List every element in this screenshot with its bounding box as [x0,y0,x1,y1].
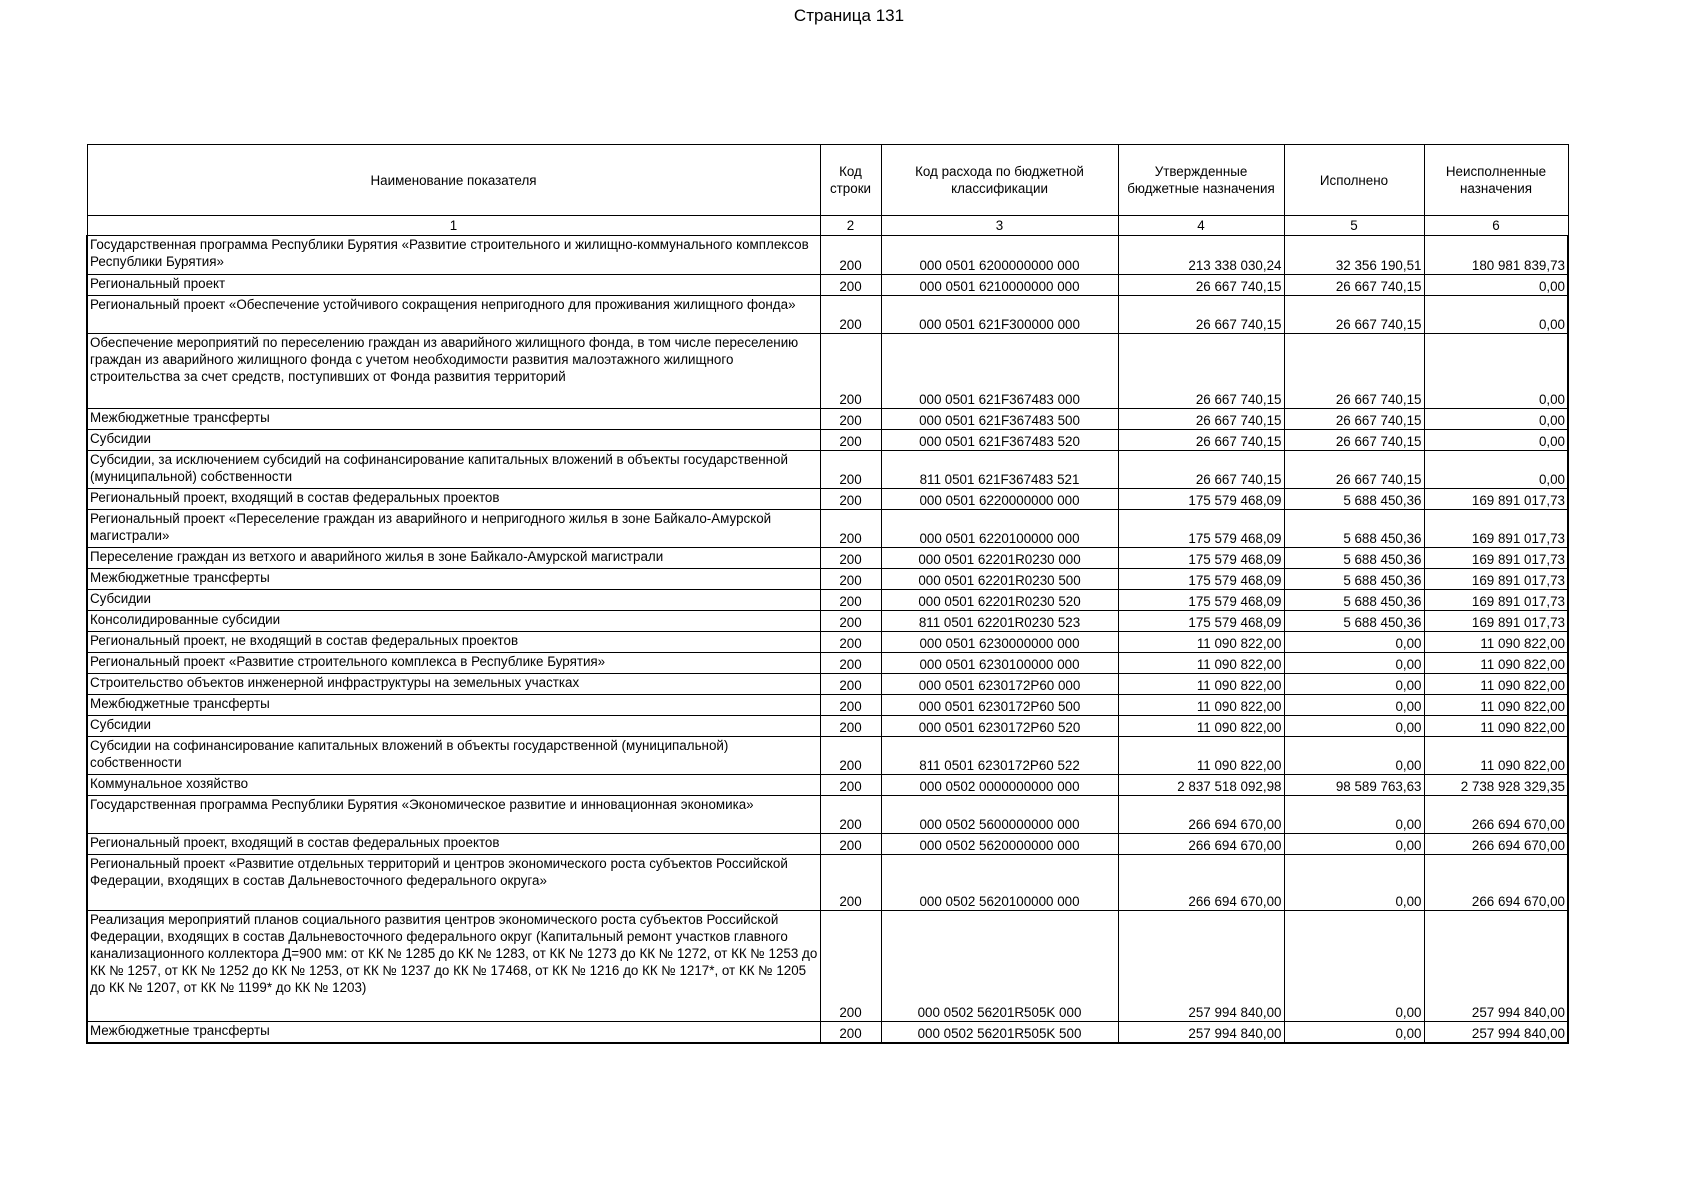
row-classification: 000 0502 56201R505K 000 [881,911,1118,1022]
row-executed: 26 667 740,15 [1284,430,1424,451]
row-code: 200 [820,334,881,409]
row-approved: 175 579 468,09 [1118,548,1284,569]
row-classification: 000 0501 6230100000 000 [881,653,1118,674]
table-row [87,674,1568,695]
row-name: Субсидии [87,716,820,737]
row-name: Региональный проект [87,275,820,296]
row-executed: 26 667 740,15 [1284,451,1424,489]
row-code: 200 [820,569,881,590]
row-classification: 000 0501 62201R0230 500 [881,569,1118,590]
row-code: 200 [820,737,881,775]
row-name: Государственная программа Республики Бурятия «Экономическое развитие и инновационная экономика» [87,796,820,834]
budget-report-table [86,144,1569,1044]
row-classification: 000 0501 6220000000 000 [881,489,1118,510]
row-name: Субсидии, за исключением субсидий на софинансирование капитальных вложений в объекты государственной (муниципальной) собственности [87,451,820,489]
row-executed: 5 688 450,36 [1284,510,1424,548]
table-row [87,1022,1568,1044]
row-executed: 26 667 740,15 [1284,409,1424,430]
row-executed: 0,00 [1284,855,1424,911]
row-executed: 26 667 740,15 [1284,296,1424,334]
row-executed: 32 356 190,51 [1284,236,1424,275]
row-executed: 0,00 [1284,632,1424,653]
row-name: Региональный проект «Переселение граждан из аварийного и непригодного жилья в зоне Байкало-Амурской магистрали» [87,510,820,548]
row-code: 200 [820,834,881,855]
row-approved: 266 694 670,00 [1118,834,1284,855]
header-approved: Утвержденные бюджетные назначения [1118,145,1284,216]
row-classification: 000 0501 621F367483 000 [881,334,1118,409]
row-executed: 26 667 740,15 [1284,275,1424,296]
column-number: 4 [1118,216,1284,236]
row-classification: 000 0501 621F367483 520 [881,430,1118,451]
row-name: Региональный проект, не входящий в состав федеральных проектов [87,632,820,653]
header-unexecuted: Неисполненные назначения [1424,145,1568,216]
row-name: Государственная программа Республики Бурятия «Развитие строительного и жилищно-коммунального комплексов Республики Бурятия» [87,236,820,275]
row-code: 200 [820,796,881,834]
row-unexecuted: 11 090 822,00 [1424,632,1568,653]
row-unexecuted: 266 694 670,00 [1424,855,1568,911]
row-classification: 000 0501 6210000000 000 [881,275,1118,296]
row-classification: 000 0501 6230172P60 520 [881,716,1118,737]
table-row [87,716,1568,737]
row-classification: 000 0501 6230172P60 000 [881,674,1118,695]
table-row [87,569,1568,590]
row-unexecuted: 0,00 [1424,451,1568,489]
row-classification: 811 0501 62201R0230 523 [881,611,1118,632]
table-row [87,796,1568,834]
row-executed: 5 688 450,36 [1284,611,1424,632]
row-approved: 26 667 740,15 [1118,430,1284,451]
table-row [87,236,1568,275]
row-name: Строительство объектов инженерной инфраструктуры на земельных участках [87,674,820,695]
row-unexecuted: 169 891 017,73 [1424,569,1568,590]
row-approved: 175 579 468,09 [1118,611,1284,632]
row-name: Субсидии на софинансирование капитальных вложений в объекты государственной (муниципальной) собственности [87,737,820,775]
row-executed: 26 667 740,15 [1284,334,1424,409]
row-unexecuted: 11 090 822,00 [1424,716,1568,737]
row-approved: 257 994 840,00 [1118,1022,1284,1044]
row-unexecuted: 0,00 [1424,430,1568,451]
row-approved: 175 579 468,09 [1118,569,1284,590]
row-unexecuted: 169 891 017,73 [1424,611,1568,632]
header-classification: Код расхода по бюджетной классификации [881,145,1118,216]
row-name: Межбюджетные трансферты [87,1022,820,1044]
row-code: 200 [820,451,881,489]
row-unexecuted: 11 090 822,00 [1424,737,1568,775]
row-executed: 0,00 [1284,834,1424,855]
row-name: Коммунальное хозяйство [87,775,820,796]
row-name: Обеспечение мероприятий по переселению граждан из аварийного жилищного фонда, в том числе переселению граждан из аварийного жилищного фонда с учетом необходимости развития малоэтажного жилищного строительства за счет средств, поступивших от Фонда развития территорий [87,334,820,409]
table-row [87,834,1568,855]
table-row [87,489,1568,510]
table-row [87,334,1568,409]
row-unexecuted: 2 738 928 329,35 [1424,775,1568,796]
page-header: Страница 131 [793,6,905,25]
row-classification: 811 0501 6230172P60 522 [881,737,1118,775]
row-unexecuted: 11 090 822,00 [1424,695,1568,716]
row-name: Консолидированные субсидии [87,611,820,632]
row-approved: 26 667 740,15 [1118,296,1284,334]
row-approved: 175 579 468,09 [1118,489,1284,510]
column-number: 5 [1284,216,1424,236]
row-classification: 000 0501 621F367483 500 [881,409,1118,430]
table-row [87,911,1568,1022]
row-code: 200 [820,855,881,911]
row-approved: 11 090 822,00 [1118,695,1284,716]
row-approved: 213 338 030,24 [1118,236,1284,275]
row-unexecuted: 257 994 840,00 [1424,911,1568,1022]
row-name: Межбюджетные трансферты [87,695,820,716]
row-name: Субсидии [87,590,820,611]
row-classification: 000 0502 56201R505K 500 [881,1022,1118,1044]
row-name: Региональный проект «Обеспечение устойчивого сокращения непригодного для проживания жилищного фонда» [87,296,820,334]
row-executed: 0,00 [1284,911,1424,1022]
row-approved: 26 667 740,15 [1118,451,1284,489]
table-row [87,590,1568,611]
row-unexecuted: 0,00 [1424,334,1568,409]
row-approved: 11 090 822,00 [1118,737,1284,775]
row-executed: 0,00 [1284,674,1424,695]
row-unexecuted: 169 891 017,73 [1424,590,1568,611]
row-unexecuted: 169 891 017,73 [1424,510,1568,548]
row-name: Субсидии [87,430,820,451]
row-approved: 26 667 740,15 [1118,275,1284,296]
row-classification: 000 0501 62201R0230 000 [881,548,1118,569]
row-unexecuted: 169 891 017,73 [1424,548,1568,569]
row-unexecuted: 0,00 [1424,275,1568,296]
row-classification: 000 0502 5620000000 000 [881,834,1118,855]
table-row [87,510,1568,548]
row-approved: 257 994 840,00 [1118,911,1284,1022]
column-number: 1 [87,216,820,236]
row-code: 200 [820,489,881,510]
row-name: Переселение граждан из ветхого и аварийного жилья в зоне Байкало-Амурской магистрали [87,548,820,569]
table-row [87,737,1568,775]
row-executed: 5 688 450,36 [1284,548,1424,569]
row-code: 200 [820,430,881,451]
row-code: 200 [820,716,881,737]
row-executed: 0,00 [1284,737,1424,775]
row-code: 200 [820,775,881,796]
row-unexecuted: 180 981 839,73 [1424,236,1568,275]
row-executed: 0,00 [1284,1022,1424,1044]
row-classification: 000 0501 6220100000 000 [881,510,1118,548]
row-approved: 11 090 822,00 [1118,653,1284,674]
row-name: Региональный проект, входящий в состав федеральных проектов [87,834,820,855]
row-classification: 000 0501 6230000000 000 [881,632,1118,653]
row-name: Региональный проект «Развитие строительного комплекса в Республике Бурятия» [87,653,820,674]
row-approved: 175 579 468,09 [1118,590,1284,611]
row-name: Межбюджетные трансферты [87,409,820,430]
row-code: 200 [820,296,881,334]
header-name: Наименование показателя [87,145,820,216]
table-row [87,409,1568,430]
row-name: Межбюджетные трансферты [87,569,820,590]
row-approved: 2 837 518 092,98 [1118,775,1284,796]
table-row [87,275,1568,296]
row-unexecuted: 169 891 017,73 [1424,489,1568,510]
row-executed: 0,00 [1284,695,1424,716]
row-code: 200 [820,236,881,275]
row-code: 200 [820,409,881,430]
row-unexecuted: 257 994 840,00 [1424,1022,1568,1044]
column-number-row [87,216,1568,236]
row-executed: 0,00 [1284,716,1424,737]
row-unexecuted: 0,00 [1424,409,1568,430]
table-row [87,775,1568,796]
row-classification: 000 0501 6230172P60 500 [881,695,1118,716]
row-executed: 5 688 450,36 [1284,569,1424,590]
row-classification: 000 0501 621F300000 000 [881,296,1118,334]
row-code: 200 [820,611,881,632]
table-row [87,548,1568,569]
row-code: 200 [820,653,881,674]
row-name: Реализация мероприятий планов социального развития центров экономического роста субъектов Российской Федерации, входящих в состав Дальневосточного федерального округ (Капитальный ремонт участков главного канализационного коллектора Д=900 мм: от КК № 1285 до КК № 1283, от КК № 1273 до КК № 1272, от КК № 1253 до КК № 1257, от КК № 1252 до КК № 1253, от КК № 1237 до КК № 17468, от КК № 1216 до КК № 1217*, от КК № 1205 до КК № 1207, от КК № 1199* до КК № 1203) [87,911,820,1022]
row-approved: 175 579 468,09 [1118,510,1284,548]
table-row [87,653,1568,674]
table-row [87,632,1568,653]
row-classification: 000 0502 0000000000 000 [881,775,1118,796]
row-classification: 000 0501 62201R0230 520 [881,590,1118,611]
table-row [87,695,1568,716]
row-code: 200 [820,1022,881,1044]
row-code: 200 [820,632,881,653]
row-code: 200 [820,911,881,1022]
row-unexecuted: 11 090 822,00 [1424,653,1568,674]
row-executed: 5 688 450,36 [1284,590,1424,611]
row-approved: 266 694 670,00 [1118,855,1284,911]
row-name: Региональный проект, входящий в состав федеральных проектов [87,489,820,510]
row-code: 200 [820,275,881,296]
row-executed: 5 688 450,36 [1284,489,1424,510]
row-code: 200 [820,548,881,569]
header-row [87,145,1568,216]
table-row [87,451,1568,489]
row-executed: 98 589 763,63 [1284,775,1424,796]
table-row [87,430,1568,451]
row-approved: 11 090 822,00 [1118,632,1284,653]
table-row [87,611,1568,632]
row-approved: 26 667 740,15 [1118,409,1284,430]
column-number: 2 [820,216,881,236]
row-unexecuted: 266 694 670,00 [1424,796,1568,834]
row-approved: 11 090 822,00 [1118,674,1284,695]
row-unexecuted: 266 694 670,00 [1424,834,1568,855]
header-executed: Исполнено [1284,145,1424,216]
row-name: Региональный проект «Развитие отдельных территорий и центров экономического роста субъектов Российской Федерации, входящих в состав Дальневосточного федерального округа» [87,855,820,911]
table-row [87,296,1568,334]
row-executed: 0,00 [1284,653,1424,674]
table-row [87,855,1568,911]
row-approved: 266 694 670,00 [1118,796,1284,834]
row-code: 200 [820,695,881,716]
row-code: 200 [820,674,881,695]
row-classification: 811 0501 621F367483 521 [881,451,1118,489]
column-number: 3 [881,216,1118,236]
row-approved: 11 090 822,00 [1118,716,1284,737]
table-body [87,236,1568,1044]
row-executed: 0,00 [1284,796,1424,834]
row-unexecuted: 11 090 822,00 [1424,674,1568,695]
row-approved: 26 667 740,15 [1118,334,1284,409]
column-number: 6 [1424,216,1568,236]
header-row-code: Код строки [820,145,881,216]
row-classification: 000 0502 5600000000 000 [881,796,1118,834]
row-code: 200 [820,590,881,611]
row-classification: 000 0501 6200000000 000 [881,236,1118,275]
row-classification: 000 0502 5620100000 000 [881,855,1118,911]
row-unexecuted: 0,00 [1424,296,1568,334]
row-code: 200 [820,510,881,548]
